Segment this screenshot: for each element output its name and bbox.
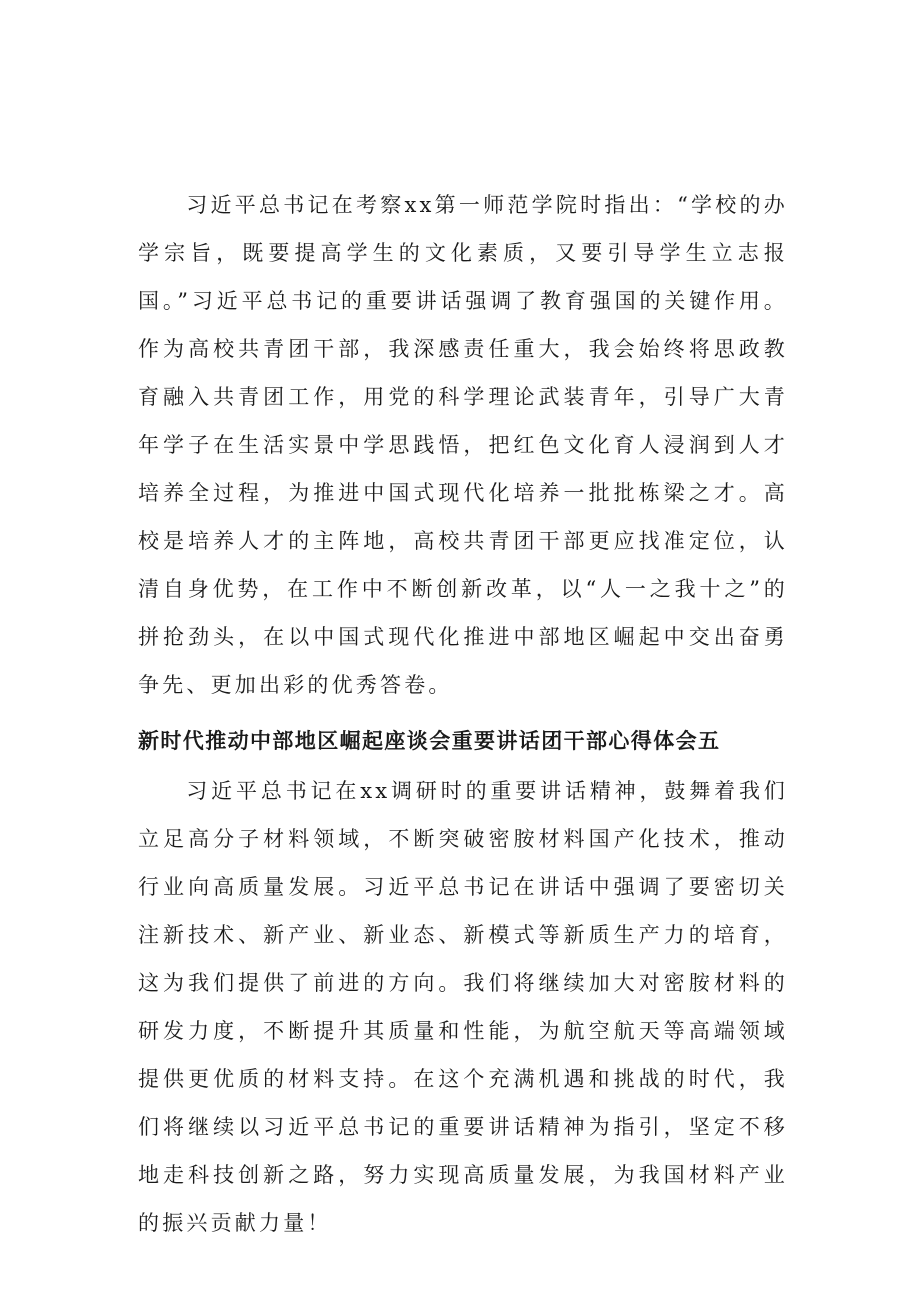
body-paragraph: 习近平总书记在考察xx第一师范学院时指出：“学校的办学宗旨，既要提高学生的文化素质，又要引导学生立志报国。”习近平总书记的重要讲话强调了教育强国的关键作用。作为高校共青团干部，我深感责任重大，我会始终将思政教育融入共青团工作，用党的科学理论武装青年，引导广大青年学子在生活实景中学思践悟，把红色文化育人浸润到人才培养全过程，为推进中国式现代化培养一批批栋梁之才。高校是培养人才的主阵地，高校共青团干部更应找准定位，认清自身优势，在工作中不断创新改革，以“人一之我十之”的拼抢劲头，在以中国式现代化推进中部地区崛起中交出奋勇争先、更加出彩的优秀答卷。 bbox=[138, 193, 788, 697]
body-paragraph: 习近平总书记在xx调研时的重要讲话精神，鼓舞着我们立足高分子材料领域，不断突破密胺材料国产化技术，推动行业向高质量发展。习近平总书记在讲话中强调了要密切关注新技术、新产业、新业态、新模式等新质生产力的培育，这为我们提供了前进的方向。我们将继续加大对密胺材料的研发力度，不断提升其质量和性能，为航空航天等高端领域提供更优质的材料支持。在这个充满机遇和挑战的时代，我们将继续以习近平总书记的重要讲话精神为指引，坚定不移地走科技创新之路，努力实现高质量发展，为我国材料产业的振兴贡献力量！ bbox=[138, 779, 788, 1235]
section-heading: 新时代推动中部地区崛起座谈会重要讲话团干部心得体会五 bbox=[138, 729, 721, 753]
document-body bbox=[138, 181, 788, 1247]
